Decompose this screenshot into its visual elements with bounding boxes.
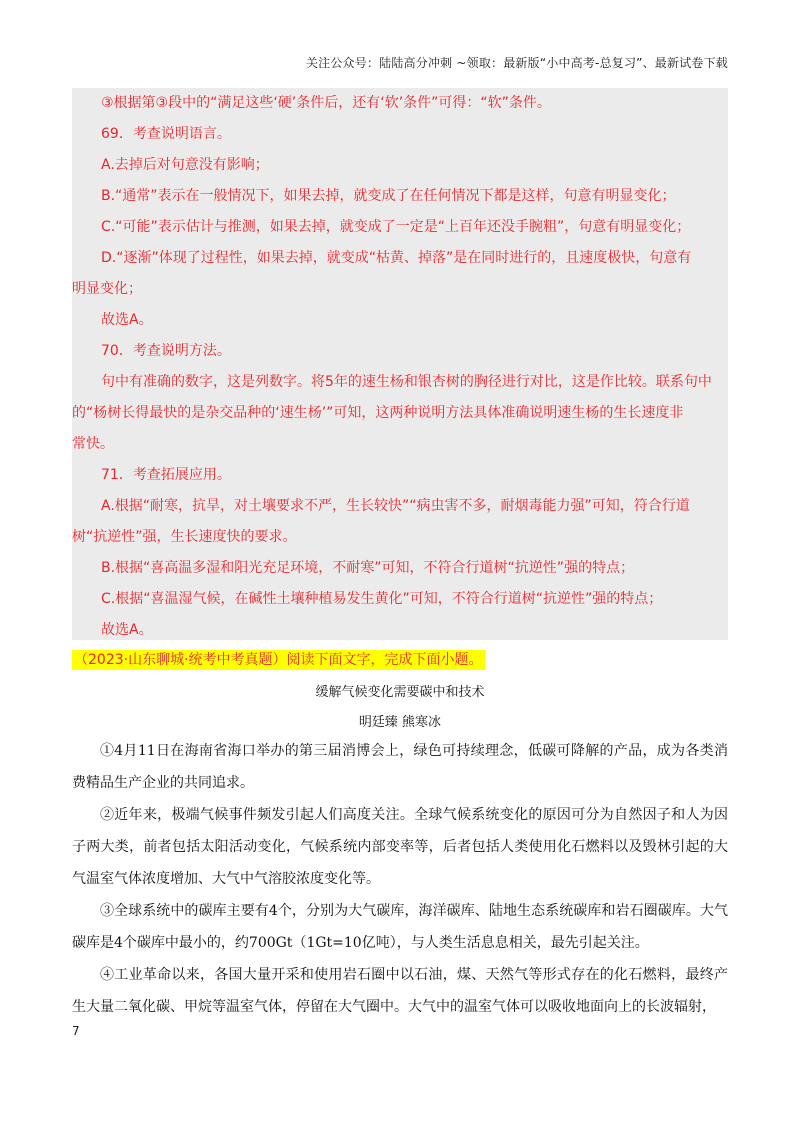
- answer-choice: 故选A。: [101, 312, 153, 328]
- question-source-highlight: （2023·山东聊城·统考中考真题）阅读下面文字，完成下面小题。: [74, 652, 483, 668]
- article-paragraph: ①4月11日在海南省海口举办的第三届消博会上，绿色可持续理念，低碳可降解的产品，成为各类消费精品生产企业的共同追求。: [72, 743, 728, 791]
- answer-line: 常快。: [72, 436, 114, 452]
- answer-choice: 故选A。: [101, 622, 153, 638]
- article-paragraph: ②近年来，极端气候事件频发引起人们高度关注。全球气候系统变化的原因可分为自然因子和人为因子两大类，前者包括太阳活动变化，气候系统内部变率等，后者包括人类使用化石燃料以及毁林引起的大气温室气体浓度增加、大气中气溶胶浓度变化等。: [72, 807, 728, 887]
- answer-line: 的“杨树长得最快的是杂交品种的‘速生杨’”可知，这两种说明方法具体准确说明速生杨的生长速度非: [72, 405, 684, 421]
- answer-line: B.“通常”表示在一般情况下，如果去掉，就变成了在任何情况下都是这样，句意有明显变化；: [101, 188, 676, 204]
- page-number: 7: [72, 1024, 80, 1038]
- answer-line: C.根据“喜温湿气候，在碱性土壤种植易发生黄化”可知，不符合行道树“抗逆性”强的特点；: [101, 591, 663, 607]
- article-paragraph: ③全球系统中的碳库主要有4个，分别为大气碳库，海洋碳库、陆地生态系统碳库和岩石圈碳库。大气碳库是4个碳库中最小的，约700Gt（1Gt=10亿吨），与人类生活息息相关，最先引起关注。: [72, 903, 728, 951]
- page-header: 关注公众号：陆陆高分冲刺 ~领取：最新版“小中高考-总复习”、最新试卷下载: [305, 56, 728, 70]
- question-heading-70: 70．考查说明方法。: [101, 343, 231, 359]
- answer-explanation-block: [72, 88, 728, 640]
- answer-line: 句中有准确的数字，这是列数字。将5年的速生杨和银杏树的胸径进行对比，这是作比较。联系句中: [101, 374, 712, 390]
- article-author: 明廷臻 熊寒冰: [358, 715, 442, 730]
- answer-line: A.根据“耐寒，抗旱，对土壤要求不严，生长较快”“病虫害不多，耐烟毒能力强”可知，符合行道: [101, 498, 690, 514]
- question-heading-71: 71．考查拓展应用。: [101, 467, 231, 483]
- article-paragraph: ④工业革命以来，各国大量开采和使用岩石圈中以石油，煤、天然气等形式存在的化石燃料，最终产生大量二氧化碳、甲烷等温室气体，停留在大气圈中。大气中的温室气体可以吸收地面向上的长波辐射，: [72, 967, 728, 1015]
- answer-line: 树“抗逆性”强，生长速度快的要求。: [72, 529, 297, 545]
- article-body: [72, 735, 728, 1023]
- answer-line: B.根据“喜高温多湿和阳光充足环境，不耐寒”可知，不符合行道树“抗逆性”强的特点；: [101, 560, 635, 576]
- article-title: 缓解气候变化需要碳中和技术: [315, 685, 485, 700]
- answer-line: C.“可能”表示估计与推测，如果去掉，就变成了一定是“上百年还没手腕粗”，句意有明显变化；: [101, 219, 691, 235]
- answer-line: 明显变化；: [72, 281, 142, 297]
- question-heading-69: 69．考查说明语言。: [101, 126, 231, 142]
- answer-line: ③根据第③段中的“满足这些‘硬’条件后，还有‘软’条件”可得：“软”条件。: [101, 95, 551, 111]
- answer-line: D.“逐渐”体现了过程性，如果去掉，就变成“枯黄、掉落”是在同时进行的，且速度极快，句意有: [101, 250, 692, 266]
- answer-line: A.去掉后对句意没有影响；: [101, 157, 269, 173]
